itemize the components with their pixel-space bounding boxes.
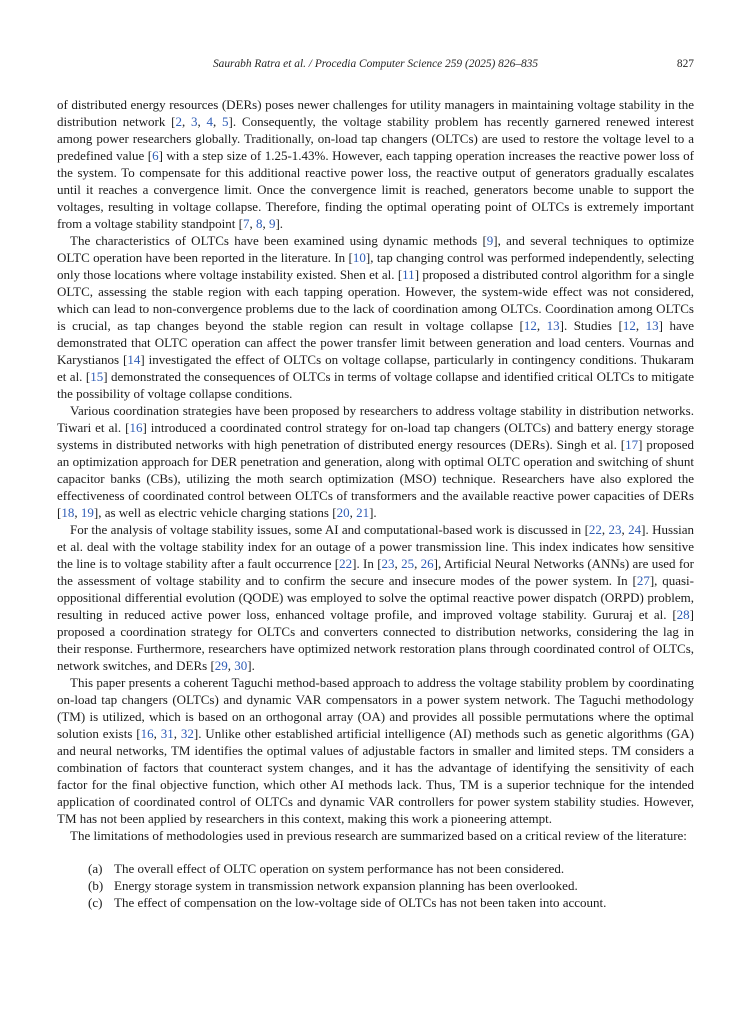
running-head-title: Saurabh Ratra et al. / Procedia Computer Science 259 (2025) 826–835 — [212, 58, 539, 70]
citation-link[interactable]: 8 — [255, 216, 263, 231]
citation-link[interactable]: 4 — [206, 114, 213, 129]
limitations-list — [57, 860, 694, 911]
body-paragraph-1: of distributed energy resources (DERs) poses newer challenges for utility managers in maintaining voltage stability in the distribution network [2, 3, 4, 5]. Consequently, the voltage stability problem has recently garnered renewed interest among power researchers globally. Traditionally, on-load tap changers (OLTCs) are used to restore the voltage level to a predefined value [6] with a step size of 1.25-1.43%. However, each tapping operation increases the reactive power loss of the system. To compensate for this additional reactive power loss, the reactive output of generators gradually escalates until it reaches a convergence limit. Once the convergence limit is reached, generators become unable to support the voltages, resulting in voltage collapse. Therefore, finding the optimal operating point of OLTCs is extremely important from a voltage stability standpoint [7, 8, 9]. — [57, 97, 695, 231]
citation-link[interactable]: 31 — [160, 726, 174, 741]
citation-link[interactable]: 32 — [180, 726, 194, 741]
citation-link[interactable]: 13 — [546, 318, 560, 333]
page-number: 827 — [676, 58, 694, 70]
citation-link[interactable]: 13 — [645, 318, 659, 333]
citation-link[interactable]: 11 — [402, 267, 415, 282]
citation-link[interactable]: 10 — [352, 250, 366, 265]
body-paragraph-2: The characteristics of OLTCs have been examined using dynamic methods [9], and several techniques to optimize OLTC operation have been reported in the literature. In [10], tap changing control was performed independently, selecting only those locations where voltage instability existed. Shen et al. [11] proposed a distributed control algorithm for a single OLTC, assessing the stable region with each tapping operation. However, the system-wide effect was not considered, which can lead to non-convergence problems due to the lack of coordination among OLTCs. Coordination among OLTCs is crucial, as tap changes beyond the stable region can result in voltage collapse [12, 13]. Studies [12, 13] have demonstrated that OLTC operation can affect the power transfer limit between generation and load centers. Vournas and Karystianos [14] investigated the effect of OLTCs on voltage collapse, particularly in contingency conditions. Thukaram et al. [15] demonstrated the consequences of OLTCs in terms of voltage collapse and identified critical OLTCs to mitigate the possibility of voltage collapse conditions. — [57, 233, 695, 401]
citation-link[interactable]: 16 — [129, 420, 143, 435]
citation-link[interactable]: 21 — [356, 505, 370, 520]
body-paragraph-4: For the analysis of voltage stability issues, some AI and computational-based work is discussed in [22, 23, 24]. Hussian et al. deal with the voltage stability index for an outage of a power transmission line. This index indicates how sensitive the line is to voltage stability after a fault occurrence [22]. In [23, 25, 26], Artificial Neural Networks (ANNs) are used for the assessment of voltage stability and to confirm the secure and insecure modes of the power system. In [27], quasi-oppositional differential evolution (QODE) was employed to solve the optimal reactive power dispatch (ORPD) problem, resulting in reduced active power loss, enhanced voltage profile, and improved voltage stability. Gururaj et al. [28] proposed a coordination strategy for OLTCs and converters connected to distribution networks, considering the lag in their response. Furthermore, researchers have optimized network restoration plans through coordinated control of OLTCs, network switches, and DERs [29, 30]. — [57, 522, 695, 673]
limitation-item-b — [88, 877, 694, 894]
citation-link[interactable]: 27 — [636, 573, 650, 588]
citation-link[interactable]: 12 — [622, 318, 636, 333]
citation-link[interactable]: 2 — [175, 114, 182, 129]
list-item-text: Energy storage system in transmission network expansion planning has been overlooked. — [114, 878, 578, 893]
citation-link[interactable]: 23 — [381, 556, 395, 571]
citation-link[interactable]: 16 — [140, 726, 154, 741]
list-item-text: The effect of compensation on the low-voltage side of OLTCs has not been taken into account. — [114, 895, 607, 910]
citation-link[interactable]: 14 — [127, 352, 141, 367]
list-item-label: (a) — [88, 861, 103, 876]
citation-link[interactable]: 29 — [214, 658, 228, 673]
citation-link[interactable]: 28 — [676, 607, 690, 622]
citation-link[interactable]: 30 — [234, 658, 248, 673]
citation-link[interactable]: 22 — [339, 556, 353, 571]
list-item-label: (c) — [88, 895, 103, 910]
citation-link[interactable]: 26 — [420, 556, 434, 571]
citation-link[interactable]: 22 — [588, 522, 602, 537]
citation-link[interactable]: 18 — [61, 505, 75, 520]
citation-link[interactable]: 7 — [242, 216, 250, 231]
citation-link[interactable]: 20 — [336, 505, 350, 520]
body-paragraph-6: The limitations of methodologies used in previous research are summarized based on a critical review of the literature: — [70, 828, 687, 843]
body-paragraph-5: This paper presents a coherent Taguchi method-based approach to address the voltage stability problem by coordinating on-load tap changers (OLTCs) and dynamic VAR compensators in a power system network. The Taguchi methodology (TM) is utilized, which is based on an orthogonal array (OA) and provides all possible permutations where the optimal solution exists [16, 31, 32]. Unlike other established artificial intelligence (AI) methods such as genetic algorithms (GA) and neural networks, TM identifies the optimal values of adjustable factors in smaller and limited steps. TM considers a combination of factors that counteract system changes, and it has the advantage of identifying the sensitivity of each factor for the final objective function, which other AI methods lack. Thus, TM is a superior technique for the intended application of coordinated control of OLTCs and dynamic VAR controllers for power system stability studies. However, TM has not been applied by researchers in this context, making this work a pioneering attempt. — [57, 675, 695, 826]
citation-link[interactable]: 15 — [90, 369, 104, 384]
limitation-item-a — [88, 860, 694, 877]
list-item-text: The overall effect of OLTC operation on system performance has not been considered. — [114, 861, 565, 876]
citation-link[interactable]: 3 — [190, 114, 198, 129]
citation-link[interactable]: 23 — [608, 522, 622, 537]
citation-link[interactable]: 19 — [80, 505, 94, 520]
citation-link[interactable]: 12 — [523, 318, 537, 333]
running-head — [57, 58, 694, 70]
citation-link[interactable]: 5 — [222, 114, 229, 129]
list-item-label: (b) — [88, 878, 104, 893]
body-paragraph-3: Various coordination strategies have been proposed by researchers to address voltage stability in distribution networks. Tiwari et al. [16] introduced a coordinated control strategy for on-load tap changers (OLTCs) and battery energy storage systems in distributed networks with high penetration of distributed energy resources (DERs). Singh et al. [17] proposed an optimization approach for DER penetration and generation, along with optimal OLTC operation and switching of shunt capacitor banks (CBs), utilizing the moth search optimization (MSO) technique. Researchers have also explored the effectiveness of coordinated control between OLTCs of transformers and the available reactive power capacities of DERs [18, 19], as well as electric vehicle charging stations [20, 21]. — [57, 403, 694, 520]
body-text — [57, 96, 694, 911]
citation-link[interactable]: 25 — [401, 556, 415, 571]
citation-link[interactable]: 17 — [625, 437, 639, 452]
citation-link[interactable]: 6 — [152, 148, 159, 163]
limitation-item-c — [88, 894, 694, 911]
citation-link[interactable]: 24 — [628, 522, 642, 537]
citation-link[interactable]: 9 — [268, 216, 276, 231]
citation-link[interactable]: 9 — [486, 233, 494, 248]
